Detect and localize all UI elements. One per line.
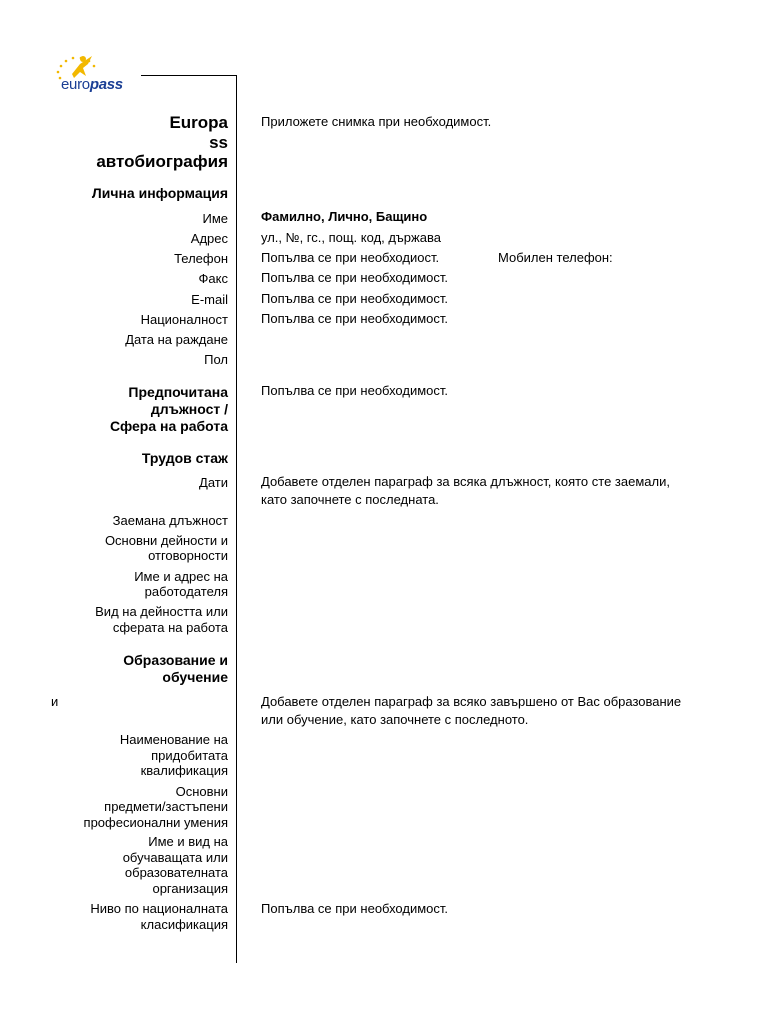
column-divider [236, 75, 237, 963]
desired-heading-line2: длъжност / [150, 401, 228, 417]
employer-label-line2: работодателя [144, 584, 228, 599]
stray-char: и [51, 694, 59, 709]
desired-heading-line1: Предпочитана [128, 384, 228, 400]
employer-label-line1: Име и адрес на [134, 569, 228, 584]
nationality-value: Попълва се при необходимост. [261, 311, 449, 326]
fax-value: Попълва се при необходимост. [261, 270, 449, 285]
address-label: Адрес [190, 231, 228, 246]
desired-heading-line3: Сфера на работа [110, 418, 228, 434]
name-label: Име [202, 211, 228, 226]
address-value: ул., №, гс., пощ. код, държава [261, 230, 441, 245]
header-rule [141, 75, 237, 76]
duties-label-line1: Основни дейности и [104, 533, 228, 548]
qualification-label-line2: придобитата [151, 748, 228, 763]
nationality-label: Националност [140, 312, 228, 327]
education-heading-line2: обучение [162, 669, 228, 685]
email-value: Попълва се при необходимост. [261, 291, 449, 306]
org-label-line4: организация [152, 881, 228, 896]
education-value-line2: или обучение, като започнете с последното. [261, 712, 529, 727]
dates-label: Дати [199, 475, 228, 490]
phone-label: Телефон [174, 251, 228, 266]
education-value-line1: Добавете отделен параграф за всяко завършено от Вас образование [261, 694, 682, 709]
mobile-label: Мобилен телефон: [498, 250, 613, 265]
birthdate-label: Дата на раждане [125, 332, 228, 347]
document-title-line3: автобиография [96, 152, 228, 171]
qualification-label-line3: квалификация [140, 763, 228, 778]
org-label-line3: образователната [124, 865, 228, 880]
europass-logo [50, 52, 140, 102]
name-value: Фамилно, Лично, Бащино [261, 209, 428, 224]
phone-value: Попълва се при необходиост. [261, 250, 440, 265]
experience-heading: Трудов стаж [141, 450, 228, 466]
qualification-label-line1: Наименование на [119, 732, 228, 747]
sector-label-line2: сферата на работа [112, 620, 228, 635]
desired-value: Попълва се при необходимост. [261, 383, 449, 398]
position-label: Заемана длъжност [112, 513, 228, 528]
dates-value-line1: Добавете отделен параграф за всяка длъжност, която сте заемали, [261, 474, 670, 489]
subjects-label-line1: Основни [175, 784, 228, 799]
gender-label: Пол [204, 352, 228, 367]
duties-label-line2: отговорности [148, 548, 228, 563]
europass-wordmark: europass [61, 76, 123, 93]
personal-info-heading: Лична информация [91, 185, 228, 201]
education-heading-line1: Образование и [123, 652, 228, 668]
sector-label-line1: Вид на дейността или [95, 604, 228, 619]
document-title-line1: Europa [169, 113, 228, 132]
org-label-line2: обучаващата или [122, 850, 228, 865]
photo-note: Приложете снимка при необходимост. [261, 114, 492, 129]
dates-value-line2: като започнете с последната. [261, 492, 439, 507]
subjects-label-line3: професионални умения [83, 815, 228, 830]
level-label-line1: Ниво по националната [90, 901, 228, 916]
level-label-line2: класификация [140, 917, 228, 932]
org-label-line1: Име и вид на [148, 834, 228, 849]
fax-label: Факс [198, 271, 228, 286]
level-value: Попълва се при необходимост. [261, 901, 449, 916]
document-title-line2: ss [209, 133, 228, 152]
subjects-label-line2: предмети/застъпени [104, 799, 228, 814]
email-label: E-mail [191, 292, 228, 307]
